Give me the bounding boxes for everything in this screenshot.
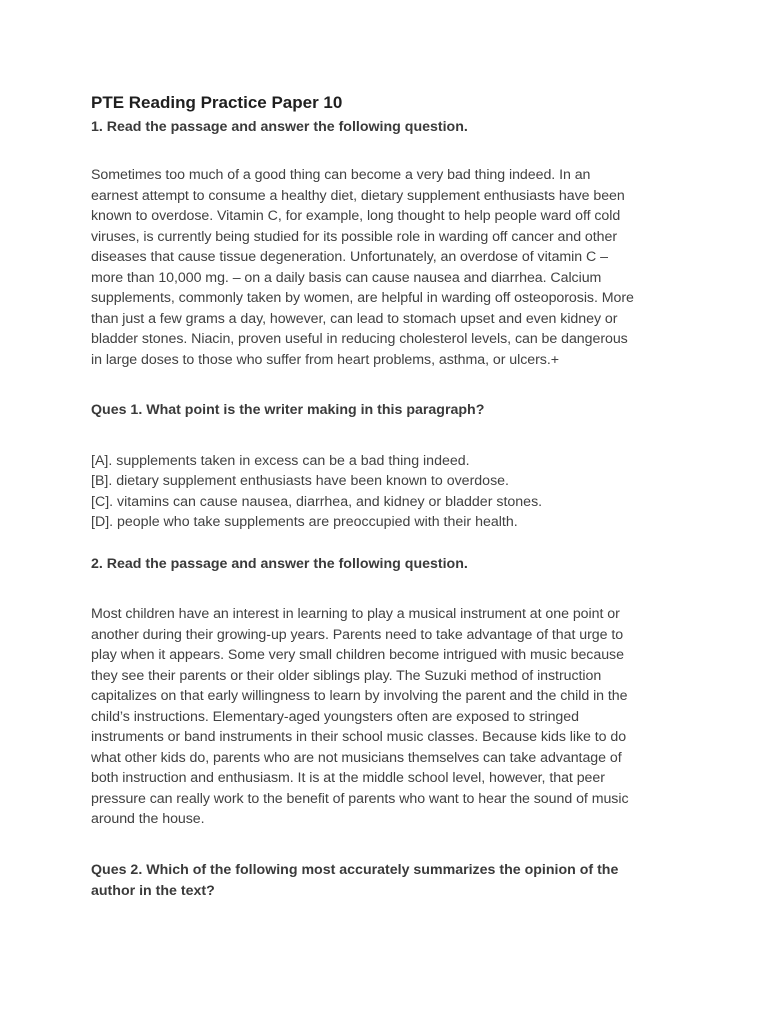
passage-line: viruses, is currently being studied for its possible role in warding off cancer and other xyxy=(91,228,618,245)
question-1: Ques 1. What point is the writer making in this paragraph? xyxy=(91,402,485,418)
passage-line: more than 10,000 mg. – on a daily basis can cause nausea and diarrhea. Calcium xyxy=(91,269,602,286)
passage-line: Most children have an interest in learning to play a musical instrument at one point or xyxy=(91,606,620,622)
passage-line: they see their parents or their older siblings play. The Suzuki method of instruction xyxy=(91,667,602,684)
passage-line: capitalizes on that early willingness to learn by involving the parent and the child in the xyxy=(91,688,628,704)
passage-line: around the house. xyxy=(91,811,205,827)
passage-line: play when it appears. Some very small children become intrigued with music because xyxy=(91,647,624,663)
question-line: author in the text? xyxy=(91,883,215,899)
passage-line: diseases that cause tissue degeneration. Unfortunately, an overdose of vitamin C – xyxy=(91,249,608,265)
page-title: PTE Reading Practice Paper 10 xyxy=(91,93,343,112)
passage-1 xyxy=(91,165,681,370)
option-d: [D]. people who take supplements are preoccupied with their health. xyxy=(91,513,518,530)
option-b: [B]. dietary supplement enthusiasts have been known to overdose. xyxy=(91,473,509,490)
passage-line: pressure can really work to the benefit of parents who want to hear the sound of music xyxy=(91,790,629,807)
passage-line: what other kids do, parents who are not musicians themselves can take advantage of xyxy=(91,749,622,766)
passage-line: bladder stones. Niacin, proven useful in reducing cholesterol levels, can be dangerous xyxy=(91,331,628,347)
option-a: [A]. supplements taken in excess can be a bad thing indeed. xyxy=(91,453,470,469)
option-c: [C]. vitamins can cause nausea, diarrhea, and kidney or bladder stones. xyxy=(91,493,543,510)
passage-line: both instruction and enthusiasm. It is at the middle school level, however, that peer xyxy=(91,770,605,786)
passage-line: supplements, commonly taken by women, are helpful in warding off osteoporosis. More xyxy=(91,290,634,306)
passage-line: in large doses to those who suffer from heart problems, asthma, or ulcers.+ xyxy=(91,351,559,368)
question-2 xyxy=(91,860,681,902)
passage-2 xyxy=(91,604,681,830)
section-1-instruction: 1. Read the passage and answer the following question. xyxy=(91,119,468,135)
passage-line: instruments or band instruments in their school music classes. Because kids like to do xyxy=(91,729,627,745)
passage-line: earnest attempt to consume a healthy diet, dietary supplement enthusiasts have been xyxy=(91,187,625,204)
section-2-instruction: 2. Read the passage and answer the following question. xyxy=(91,556,468,572)
passage-line: than just a few grams a day, however, can lead to stomach upset and even kidney or xyxy=(91,310,618,327)
passage-line: another during their growing-up years. Parents need to take advantage of that urge to xyxy=(91,626,624,643)
passage-line: known to overdose. Vitamin C, for example, long thought to help people ward off cold xyxy=(91,208,621,224)
question-1-options xyxy=(91,451,542,532)
question-line: Ques 2. Which of the following most accurately summarizes the opinion of the xyxy=(91,862,619,878)
passage-line: child’s instructions. Elementary-aged youngsters often are exposed to stringed xyxy=(91,708,579,725)
passage-line: Sometimes too much of a good thing can become a very bad thing indeed. In an xyxy=(91,167,591,183)
